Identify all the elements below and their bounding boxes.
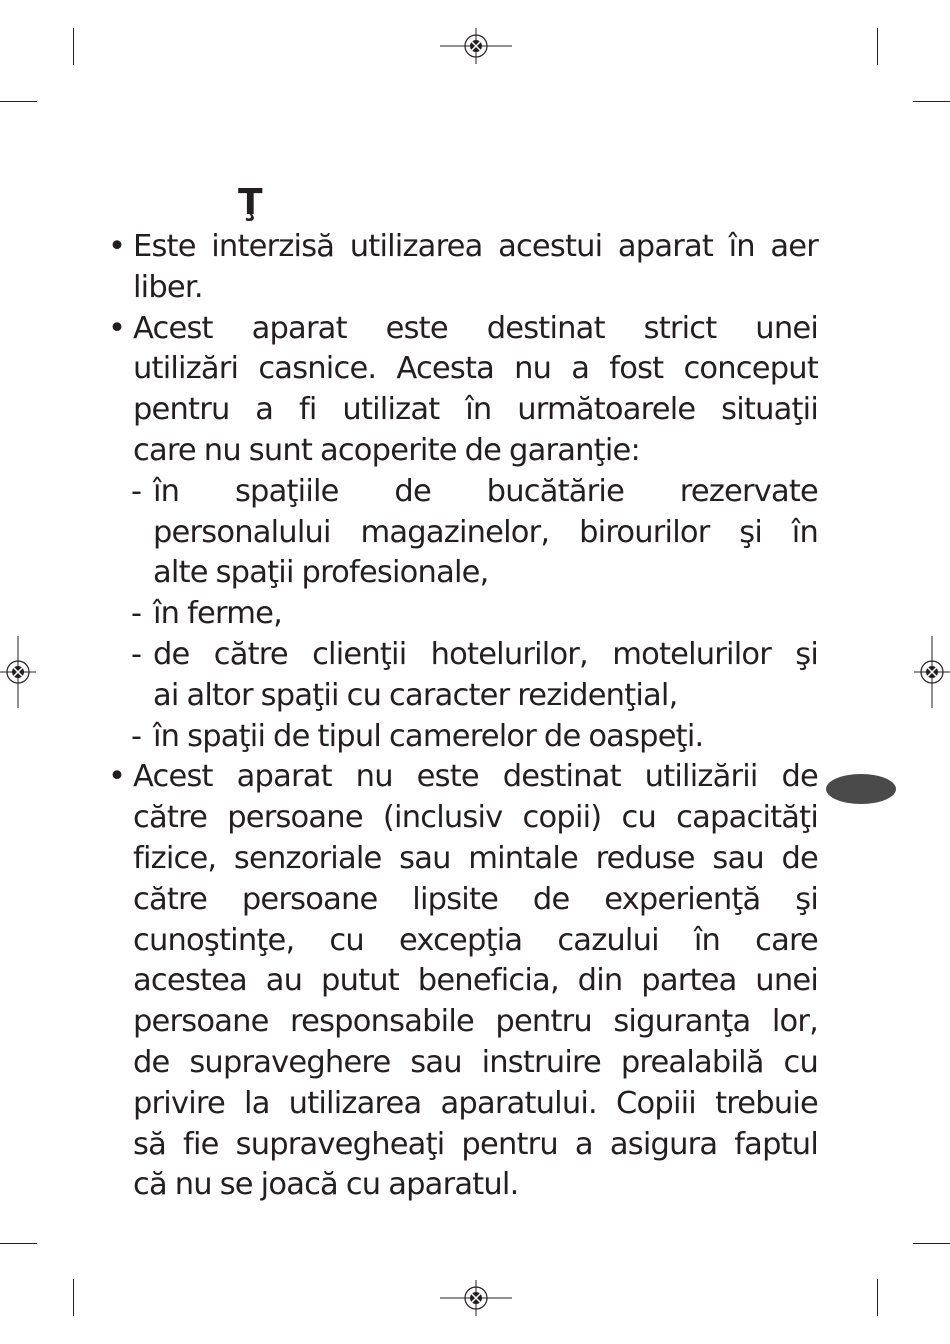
bullet-text-line: de supraveghere sau instruire prealabilă cu xyxy=(133,1045,818,1080)
registration-mark-icon xyxy=(914,636,950,708)
bullet-text-line: utilizări casnice. Acesta nu a fost conceput xyxy=(133,351,818,387)
bullet-marker: • xyxy=(108,759,126,795)
bullet-text-line: cunoştinţe, cu excepţia cazului în care xyxy=(133,922,818,958)
registration-mark-icon xyxy=(440,1280,512,1316)
bullet-text-line: liber. xyxy=(133,269,203,305)
subitem-marker: - xyxy=(131,637,142,672)
crop-mark xyxy=(913,1243,950,1244)
subitem-text-line: personalului magazinelor, birourilor şi în xyxy=(153,514,818,550)
subitem-text-line: de către clienţii hotelurilor, motelurilor şi xyxy=(153,637,818,672)
bullet-text-line: privire la utilizarea aparatului. Copiii trebuie xyxy=(133,1085,818,1121)
registration-mark-icon xyxy=(0,636,36,708)
registration-mark-icon xyxy=(440,28,512,64)
bullet-text-line: persoane responsabile pentru siguranţa lor, xyxy=(133,1004,818,1040)
crop-mark xyxy=(73,28,74,65)
subitem-text-line: în ferme, xyxy=(153,596,282,632)
crop-mark xyxy=(0,101,37,102)
bullet-text-line: Acest aparat nu este destinat utilizării de xyxy=(133,759,818,795)
subitem-text-line: în spaţii de tipul camerelor de oaspeţi. xyxy=(153,718,704,754)
bullet-text-line: să fie supravegheaţi pentru a asigura faptul xyxy=(133,1126,818,1162)
subitem-marker: - xyxy=(131,596,142,632)
bullet-text-line: Este interzisă utilizarea acestui aparat în aer xyxy=(133,229,818,264)
section-heading: Ţ xyxy=(238,182,263,223)
crop-mark xyxy=(913,101,950,102)
bullet-text-line: către persoane lipsite de experienţă şi xyxy=(133,881,818,917)
crop-mark xyxy=(0,1243,37,1244)
crop-mark xyxy=(73,1279,74,1316)
bullet-text-line: acestea au putut beneficia, din partea unei xyxy=(133,963,818,999)
bullet-text-line: care nu sunt acoperite de garanţie: xyxy=(133,433,640,468)
subitem-marker: - xyxy=(131,718,142,754)
language-tab xyxy=(826,774,896,804)
subitem-text-line: ai altor spaţii cu caracter rezidenţial, xyxy=(153,677,678,713)
crop-mark xyxy=(877,1279,878,1316)
crop-mark xyxy=(877,28,878,65)
subitem-text-line: în spaţiile de bucătărie rezervate xyxy=(153,473,818,509)
subitem-text-line: alte spaţii profesionale, xyxy=(153,555,489,591)
bullet-marker: • xyxy=(108,229,126,264)
bullet-text-line: fizice, senzoriale sau mintale reduse sau de xyxy=(133,841,818,876)
bullet-marker: • xyxy=(108,310,126,346)
bullet-text-line: Acest aparat este destinat strict unei xyxy=(133,310,818,346)
bullet-text-line: că nu se joacă cu aparatul. xyxy=(133,1167,519,1203)
bullet-text-line: către persoane (inclusiv copii) cu capacităţi xyxy=(133,800,818,836)
bullet-text-line: pentru a fi utilizat în următoarele situaţii xyxy=(133,392,818,428)
subitem-marker: - xyxy=(131,473,142,509)
